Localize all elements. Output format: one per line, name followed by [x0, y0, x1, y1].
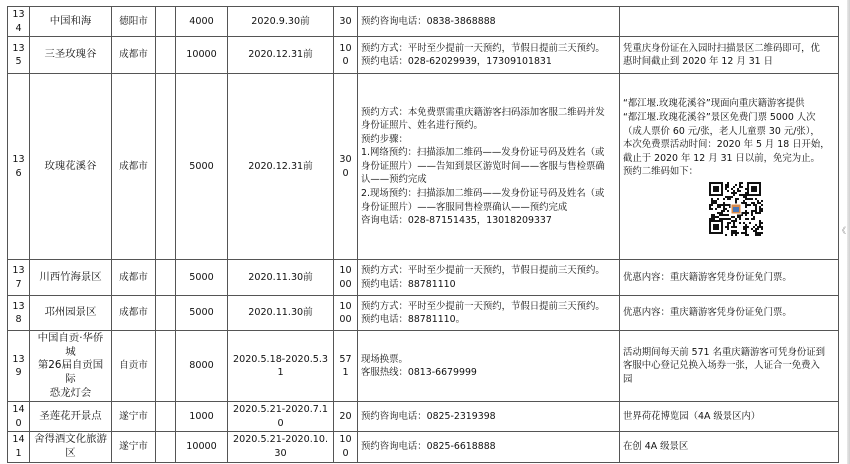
scenic-spot-table-sheet — [7, 6, 839, 463]
ticket-quota-cell: 10000 — [176, 37, 228, 74]
reservation-method-line: 咨询电话：028-87151435，13018209337 — [361, 215, 552, 227]
reservation-method-line: 预约步骤： — [361, 133, 408, 145]
reservation-method-line: 身份证照片）——告知到景区游览时间——客服与售检票确 — [361, 160, 605, 172]
deadline-cell: 2020.11.30前 — [228, 296, 334, 331]
ticket-price-cell: 30 — [334, 7, 358, 37]
note-line: 客服中心登记兑换入场券一张，人证合一免费入 — [623, 360, 820, 372]
reservation-method-line: 预约电话：028-62029939，17309101831 — [361, 56, 552, 68]
scenic-spot-name-line: 三圣玫瑰谷 — [44, 48, 97, 61]
scenic-spot-name-cell — [30, 7, 112, 37]
reservation-method-cell — [358, 402, 620, 432]
reservation-method-line: 现场换票。 — [361, 353, 408, 365]
empty-cell — [156, 331, 176, 402]
note-line: 预约二维码如下： — [623, 166, 699, 178]
city-cell: 成都市 — [112, 37, 156, 74]
city-cell: 遂宁市 — [112, 402, 156, 432]
note-cell — [620, 74, 839, 260]
scenic-spot-name-cell — [30, 402, 112, 432]
empty-cell — [156, 74, 176, 260]
reservation-method-line: 预约电话：88781110 — [361, 278, 456, 290]
reservation-method-line: 预约方式：平时至少提前一天预约，节假日提前三天预约。 — [361, 265, 605, 277]
ticket-quota-cell: 5000 — [176, 74, 228, 260]
deadline-cell: 2020.5.21-2020.7.10 — [228, 402, 334, 432]
table-row — [8, 331, 839, 402]
reservation-method-line: 预约方式：平时至少提前一天预约，节假日提前三天预约。 — [361, 300, 605, 312]
reservation-method-line: 预约方式：本免费票需重庆籍游客扫码添加客服二维码并发 — [361, 106, 605, 118]
scenic-spot-name-cell — [30, 37, 112, 74]
scenic-spot-name-line: 川西竹海景区 — [39, 270, 102, 283]
scenic-spot-name-line: 圣莲花开景点 — [39, 409, 102, 422]
scenic-spot-name-line: 邛州园景区 — [44, 306, 97, 319]
note-line: 截止于 2020 年 12 月 31 日以前，免完为止。 — [623, 152, 820, 164]
note-line: 本次免费票活动时间：2020 年 5 月 18 日开始， — [623, 139, 830, 151]
ticket-price-cell: 571 — [334, 331, 358, 402]
reservation-method-line: 身份证照片、姓名进行预约。 — [361, 120, 483, 132]
note-line: 优惠内容：重庆籍游客凭身份证免门票。 — [623, 307, 792, 319]
table-row — [8, 296, 839, 331]
row-number-cell: 140 — [8, 402, 30, 432]
scenic-spot-name-line: 玫瑰花溪谷 — [44, 159, 97, 172]
note-line: 园 — [623, 373, 633, 385]
reservation-method-cell — [358, 37, 620, 74]
side-mark: 《 — [838, 226, 846, 235]
note-cell — [620, 296, 839, 331]
reservation-method-cell — [358, 260, 620, 296]
ticket-price-cell: 300 — [334, 74, 358, 260]
note-line: 活动期间每天前 571 名重庆籍游客可凭身份证到 — [623, 346, 825, 358]
note-line: “都江堰.玫瑰花溪谷”现面向重庆籍游客提供 — [623, 98, 805, 110]
scenic-spot-name-line: 中国自贡·华侨城 — [37, 332, 104, 358]
empty-cell — [156, 296, 176, 331]
scenic-spot-name-cell — [30, 260, 112, 296]
scenic-spot-name-line: 中国和海 — [49, 14, 92, 27]
city-cell: 成都市 — [112, 260, 156, 296]
scenic-spot-name-line: 舍得酒文化旅游区 — [34, 433, 107, 459]
reservation-method-line: 预约咨询电话：0838-3868888 — [361, 15, 496, 27]
note-line: 惠时间截止到 2020 年 12 月 31 日 — [623, 56, 773, 68]
reservation-method-line: 认——预约完成 — [361, 174, 427, 186]
row-number-cell: 136 — [8, 74, 30, 260]
ticket-price-cell: 1000 — [334, 260, 358, 296]
row-number-cell: 138 — [8, 296, 30, 331]
row-number-cell: 134 — [8, 7, 30, 37]
note-cell — [620, 402, 839, 432]
scenic-spot-name-cell — [30, 74, 112, 260]
city-cell: 成都市 — [112, 74, 156, 260]
note-cell — [620, 331, 839, 402]
row-number-cell: 141 — [8, 432, 30, 462]
table-row — [8, 37, 839, 74]
deadline-cell: 2020.11.30前 — [228, 260, 334, 296]
city-cell: 成都市 — [112, 296, 156, 331]
city-cell: 自贡市 — [112, 331, 156, 402]
note-cell — [620, 432, 839, 462]
ticket-price-cell: 1000 — [334, 296, 358, 331]
note-line: “都江堰.玫瑰花溪谷”景区免费门票 5000 人次 — [623, 112, 816, 123]
reservation-method-line: 预约电话：88781110。 — [361, 314, 465, 326]
note-cell — [620, 37, 839, 74]
note-cell — [620, 7, 839, 37]
row-number-cell: 139 — [8, 331, 30, 402]
city-cell: 德阳市 — [112, 7, 156, 37]
table-row — [8, 260, 839, 296]
reservation-method-line: 2.现场预约：扫描添加二维码——发身份证号码及姓名（或 — [361, 188, 605, 200]
reservation-method-line: 预约咨询电话：0825-2319398 — [361, 410, 496, 422]
reservation-method-cell — [358, 74, 620, 260]
reservation-method-cell — [358, 331, 620, 402]
reservation-method-cell — [358, 296, 620, 331]
ticket-price-cell: 100 — [334, 37, 358, 74]
scenic-spot-name-line: 第26届自贡国际 — [37, 359, 104, 385]
empty-cell — [156, 7, 176, 37]
reservation-method-line: 1.网络预约：扫描添加二维码——发身份证号码及姓名（或 — [361, 147, 605, 159]
note-cell — [620, 260, 839, 296]
deadline-cell: 2020.12.31前 — [228, 37, 334, 74]
reservation-method-line: 预约方式：平时至少提前一天预约，节假日提前三天预约。 — [361, 42, 605, 54]
row-number-cell: 137 — [8, 260, 30, 296]
deadline-cell: 2020.5.18-2020.5.31 — [228, 331, 334, 402]
table-row — [8, 402, 839, 432]
note-line: 优惠内容：重庆籍游客凭身份证免门票。 — [623, 271, 792, 283]
empty-cell — [156, 402, 176, 432]
table-row — [8, 74, 839, 260]
deadline-cell: 2020.12.31前 — [228, 74, 334, 260]
ticket-price-cell: 20 — [334, 402, 358, 432]
qr-code-icon — [709, 182, 763, 236]
ticket-quota-cell: 5000 — [176, 296, 228, 331]
reservation-method-cell — [358, 432, 620, 462]
deadline-cell: 2020.9.30前 — [228, 7, 334, 37]
scenic-spot-name-cell — [30, 331, 112, 402]
ticket-quota-cell: 4000 — [176, 7, 228, 37]
note-line: 凭重庆身份证在入园时扫描景区二维码即可，优 — [623, 42, 820, 54]
scenic-spot-name-cell — [30, 432, 112, 462]
table-row — [8, 7, 839, 37]
scenic-spot-name-line: 恐龙灯会 — [49, 386, 92, 399]
reservation-method-line: 预约咨询电话：0825-6618888 — [361, 441, 496, 453]
scenic-spot-table — [7, 6, 839, 463]
ticket-quota-cell: 5000 — [176, 260, 228, 296]
table-row — [8, 432, 839, 462]
empty-cell — [156, 260, 176, 296]
ticket-quota-cell: 10000 — [176, 432, 228, 462]
city-cell: 遂宁市 — [112, 432, 156, 462]
row-number-cell: 135 — [8, 37, 30, 74]
ticket-price-cell: 100 — [334, 432, 358, 462]
ticket-quota-cell: 1000 — [176, 402, 228, 432]
reservation-method-line: 客服热线：0813-6679999 — [361, 367, 477, 379]
scenic-spot-name-cell — [30, 296, 112, 331]
deadline-cell: 2020.5.21-2020.10.30 — [228, 432, 334, 462]
ticket-quota-cell: 8000 — [176, 331, 228, 402]
reservation-method-line: 身份证照片）——客服同售检票确认——预约完成 — [361, 201, 568, 213]
reservation-method-cell — [358, 7, 620, 37]
empty-cell — [156, 37, 176, 74]
note-line: 世界荷花博览园（4A 级景区内） — [623, 410, 761, 422]
note-line: （成人票价 60 元/张，老人儿童票 30 元/张）， — [623, 125, 820, 137]
note-line: 在创 4A 级景区 — [623, 441, 689, 453]
empty-cell — [156, 432, 176, 462]
